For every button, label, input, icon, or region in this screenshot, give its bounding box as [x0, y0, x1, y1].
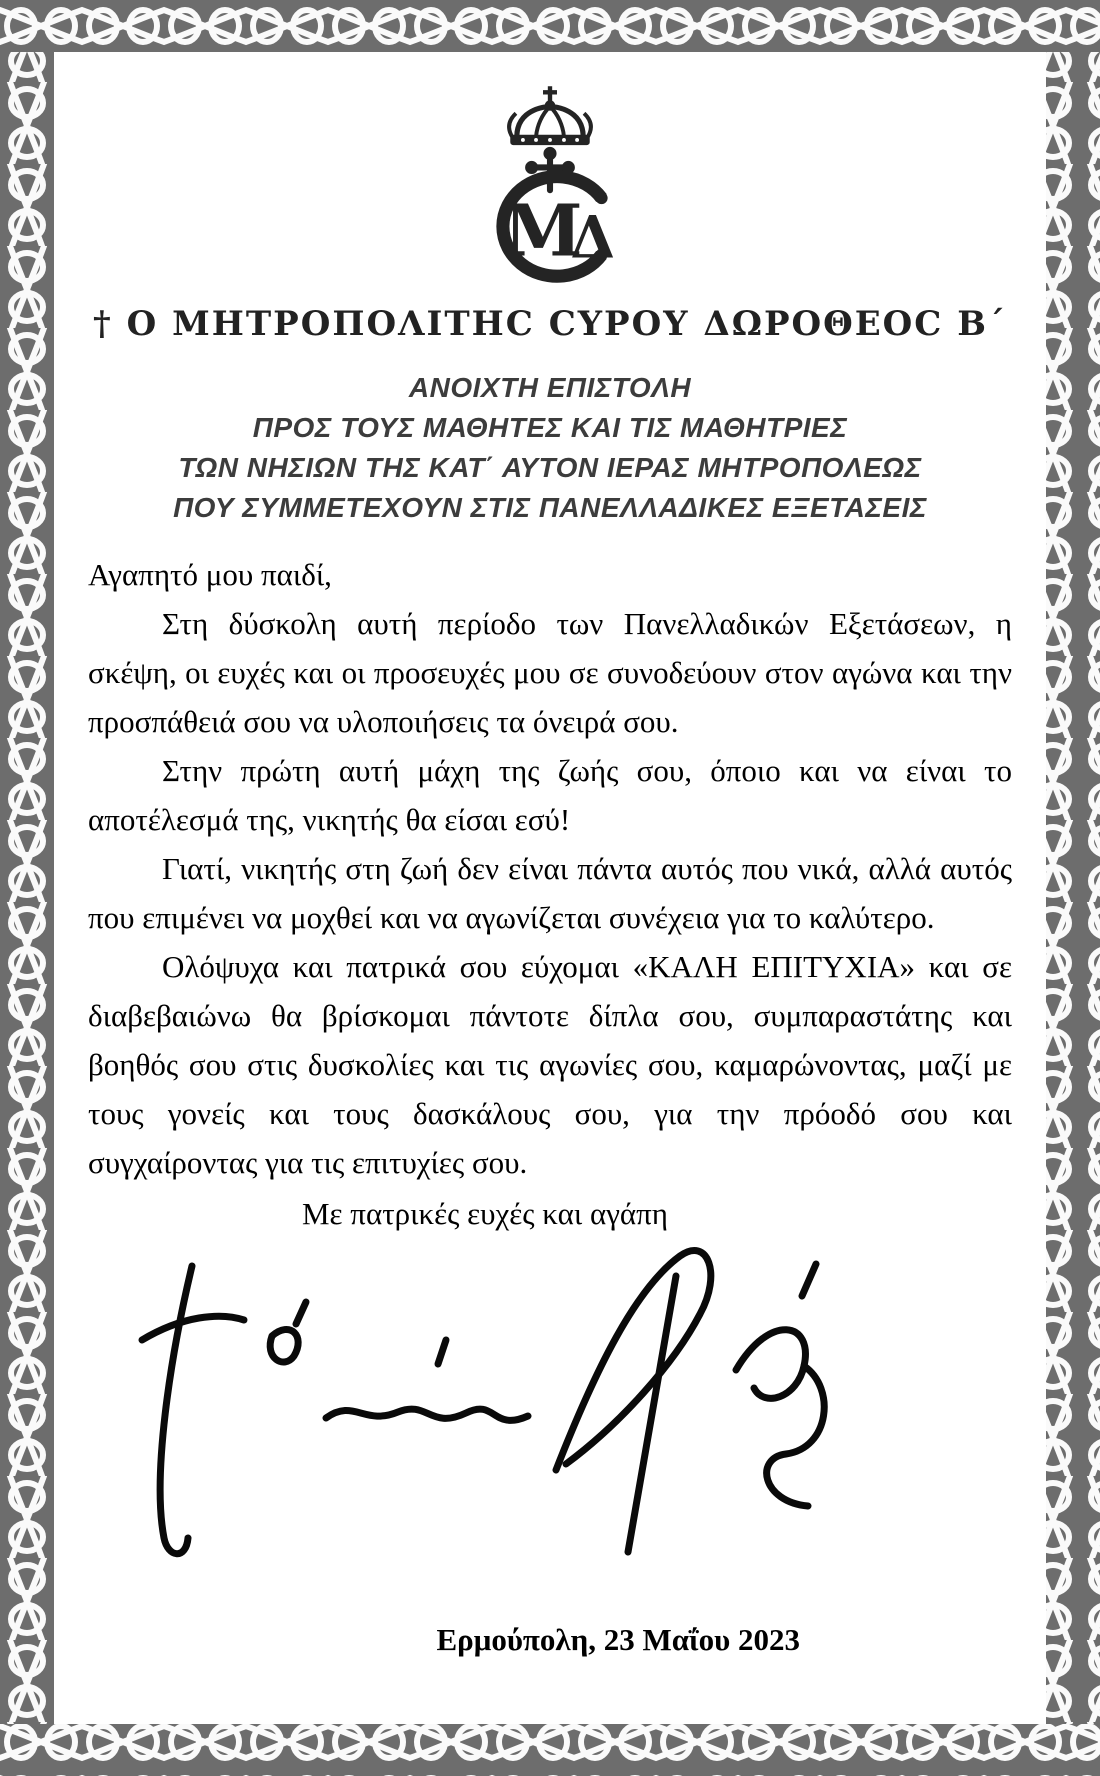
subtitle-line-2: ΠΡΟΣ ΤΟΥΣ ΜΑΘΗΤΕΣ ΚΑΙ ΤΙΣ ΜΑΘΗΤΡΙΕΣ: [252, 412, 848, 443]
metropolitan-crest-icon: [419, 70, 681, 285]
subtitle-line-3: ΤΩΝ ΝΗΣΙΩΝ ΤΗΣ ΚΑΤ΄ ΑΥΤΟΝ ΙΕΡΑΣ ΜΗΤΡΟΠΟΛΕΩΣ: [178, 452, 922, 483]
letter-content: [88, 66, 1012, 1720]
closing-salutation: Με πατρικές ευχές και αγάπη: [301, 1196, 669, 1231]
paragraph-1: Στη δύσκολη αυτή περίοδο των Πανελλαδικών Εξετάσεων, η σκέψη, οι ευχές και οι προσευχές μου σε συνοδεύουν στον αγώνα και την προσπάθειά σου να υλοποιήσεις τα όνειρά σου.: [88, 606, 1012, 739]
paragraph-3: Γιατί, νικητής στη ζωή δεν είναι πάντα αυτός που νικά, αλλά αυτός που επιμένει να μοχθεί και να αγωνίζεται συνέχεια για το καλύτερο.: [88, 851, 1012, 935]
letter-body: [88, 550, 1012, 1238]
subtitle-line-1: ΑΝΟΙΧΤΗ ΕΠΙΣΤΟΛΗ: [408, 372, 692, 403]
letter-subtitle-block: [88, 368, 1012, 528]
monogram-letter-delta: Δ: [570, 203, 616, 272]
paragraph-2: Στην πρώτη αυτή μάχη της ζωής σου, όποιο και να είναι το αποτέλεσμά της, νικητής θα είσαι εσύ!: [88, 753, 1012, 837]
subtitle-line-4: ΠΟΥ ΣΥΜΜΕΤΕΧΟΥΝ ΣΤΙΣ ΠΑΝΕΛΛΑΔΙΚΕΣ ΕΞΕΤΑΣΕΙΣ: [173, 492, 927, 523]
salutation: Αγαπητό μου παιδί,: [88, 557, 332, 592]
letter-title: † Ο ΜΗΤΡΟΠΟΛΙΤΗC CΥΡΟΥ ΔΩΡΟΘΕΟC Β΄: [93, 304, 1007, 344]
monogram-letter-m: M: [503, 188, 583, 273]
signature-scrawl: [114, 1218, 844, 1586]
letterhead: [88, 70, 1012, 290]
paragraph-4: Ολόψυχα και πατρικά σου εύχομαι «ΚΑΛΗ ΕΠΙΤΥΧΙΑ» και σε διαβεβαιώνω θα βρίσκομαι πάντοτε δίπλα σου, συμπαραστάτης και βοηθός σου στις δυσκολίες και τις αγωνίες σου, καμαρώνοντας, μαζί με τους γονείς και τους δασκάλους σου, για την πρόοδό σου και συγχαίροντας για τις επιτυχίες σου.: [88, 949, 1012, 1180]
dateline: Ερμούπολη, 23 Μαΐου 2023: [436, 1622, 800, 1657]
